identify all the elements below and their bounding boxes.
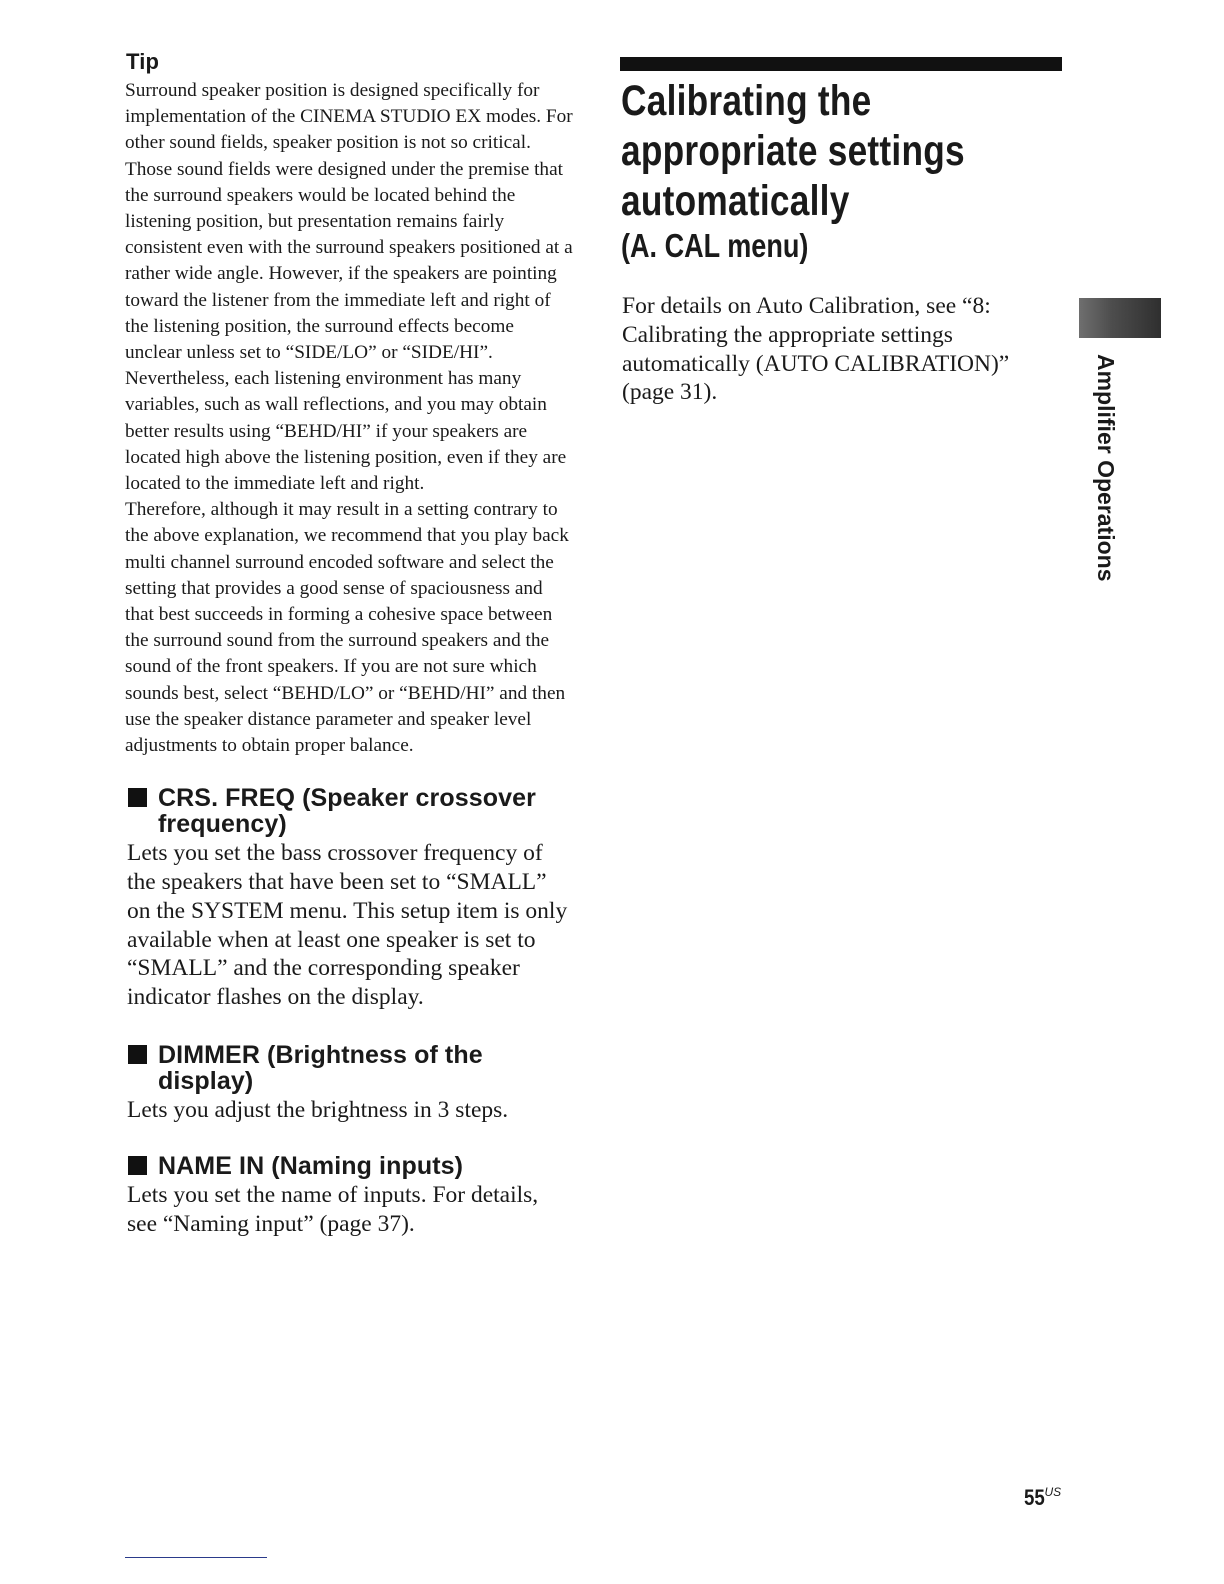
right-body-text: For details on Auto Calibration, see “8: Calibrating the appropriate settings automatically (AUTO CALIBRATION)” (page 31). — [622, 293, 1010, 406]
side-tab-label: Amplifier Operations — [1093, 354, 1119, 582]
page-subtitle: (A. CAL menu) — [621, 227, 809, 264]
tip-heading: Tip — [126, 49, 160, 74]
section-body: Lets you adjust the brightness in 3 steps. — [127, 1097, 509, 1124]
section-heading-text: DIMMER (Brightness of the display) — [158, 1041, 483, 1096]
page-title-line-1: Calibrating the — [621, 77, 872, 125]
section-heading — [125, 1153, 573, 1179]
page-number — [1024, 1480, 1061, 1510]
tip-paragraph: Those sound fields were designed under the premise that the surround speakers would be located behind the listening position, but presentation remains fairly consistent even with the surround speakers positioned at a rather wide angle. However, if the speakers are pointing toward the listener from the immediate left and right of the listening position, the surround effects become unclear unless set to “SIDE/LO” or “SIDE/HI”. — [125, 158, 573, 364]
section-heading-text: NAME IN (Naming inputs) — [158, 1151, 464, 1180]
tip-paragraph: Nevertheless, each listening environment has many variables, such as wall reflections, and you may obtain better results using “BEHD/HI” if your speakers are located high above the listening position, even if they are located to the immediate left and right. — [125, 368, 567, 495]
page-title-line-2: appropriate settings — [621, 127, 965, 175]
section-name-in — [125, 1153, 573, 1239]
section-heading-text: CRS. FREQ (Speaker crossover frequency) — [158, 784, 536, 839]
page-title-line-3: automatically — [621, 177, 850, 225]
footer-rule — [125, 1557, 267, 1558]
section-body: Lets you set the name of inputs. For details, see “Naming input” (page 37). — [127, 1181, 539, 1237]
square-bullet-icon — [128, 1156, 147, 1175]
page-number-suffix: US — [1044, 1485, 1062, 1499]
tip-paragraph: Surround speaker position is designed specifically for implementation of the CINEMA STUDIO EX modes. For other sound fields, speaker position is not so critical. — [125, 80, 573, 154]
square-bullet-icon — [128, 788, 147, 807]
square-bullet-icon — [128, 1045, 147, 1064]
section-heading — [125, 785, 573, 837]
tip-paragraph: Therefore, although it may result in a setting contrary to the above explanation, we recommend that you play back multi channel surround encoded software and select the setting that provides a good sense of spaciousness and that best succeeds in forming a cohesive space between the surround sound from the surround speakers and the sound of the front speakers. If you are not sure which sounds best, select “BEHD/LO” or “BEHD/HI” and then use the speaker distance parameter and speaker level adjustments to obtain proper balance. — [125, 499, 569, 757]
side-tab-marker — [1079, 298, 1161, 338]
chapter-rule-bar — [620, 57, 1062, 71]
section-crs-freq — [125, 785, 573, 1012]
right-column — [621, 76, 1061, 407]
section-heading — [125, 1042, 573, 1094]
section-body: Lets you set the bass crossover frequency of the speakers that have been set to “SMALL” on the SYSTEM menu. This setup item is only available when at least one speaker is set to “SMALL” and the corresponding speaker indicator flashes on the display. — [127, 840, 568, 1011]
section-dimmer — [125, 1042, 573, 1125]
page-number-value: 55 — [1024, 1485, 1045, 1510]
left-column — [125, 48, 573, 1238]
